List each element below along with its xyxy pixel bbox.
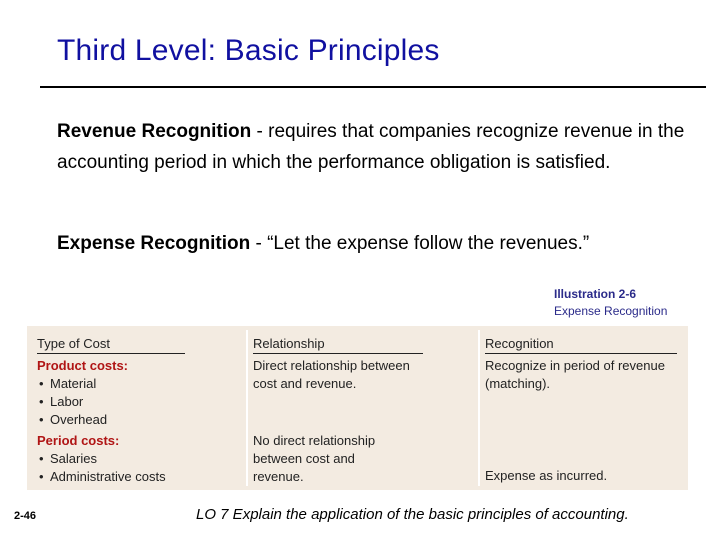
- revenue-recognition-text: - requires that companies recognize revenue in the accounting period in which the performance obligation is satisfied.: [57, 121, 685, 173]
- page-number: 2-46: [14, 510, 37, 522]
- product-recognition: Recognize in period of revenue (matching).: [485, 358, 665, 391]
- list-item: • Labor: [37, 393, 237, 411]
- period-recognition: Expense as incurred.: [485, 468, 608, 483]
- expense-recognition-paragraph: [57, 228, 657, 259]
- list-item: • Administrative costs: [37, 468, 237, 486]
- expense-recognition-table: [27, 326, 688, 490]
- period-costs-list: [37, 450, 237, 486]
- column-divider: [246, 330, 248, 486]
- product-costs-list: [37, 375, 237, 429]
- list-item: • Overhead: [37, 411, 237, 429]
- period-costs-cell: [37, 432, 237, 486]
- period-relationship: No direct relationship between cost and revenue.: [253, 433, 376, 484]
- product-costs-cell: [37, 357, 237, 429]
- illustration-label: Illustration 2-6: [554, 287, 637, 301]
- title-divider: [40, 86, 706, 88]
- header-type-of-cost: Type of Cost: [37, 336, 185, 354]
- header-recognition: Recognition: [485, 336, 677, 354]
- illustration-caption: Expense Recognition: [554, 304, 668, 318]
- period-costs-heading: Period costs:: [37, 433, 120, 448]
- learning-objective: LO 7 Explain the application of the basic principles of accounting.: [196, 506, 629, 523]
- column-divider: [478, 330, 480, 486]
- list-item: • Salaries: [37, 450, 237, 468]
- expense-recognition-term: Expense Recognition: [57, 233, 251, 254]
- revenue-recognition-term: Revenue Recognition: [57, 121, 252, 142]
- expense-recognition-text: - “Let the expense follow the revenues.”: [250, 233, 590, 254]
- product-costs-heading: Product costs:: [37, 358, 129, 373]
- revenue-recognition-paragraph: [57, 116, 697, 178]
- list-item: • Material: [37, 375, 237, 393]
- product-relationship: Direct relationship between cost and revenue.: [253, 358, 410, 391]
- header-relationship: Relationship: [253, 336, 423, 354]
- slide-title: Third Level: Basic Principles: [57, 34, 440, 67]
